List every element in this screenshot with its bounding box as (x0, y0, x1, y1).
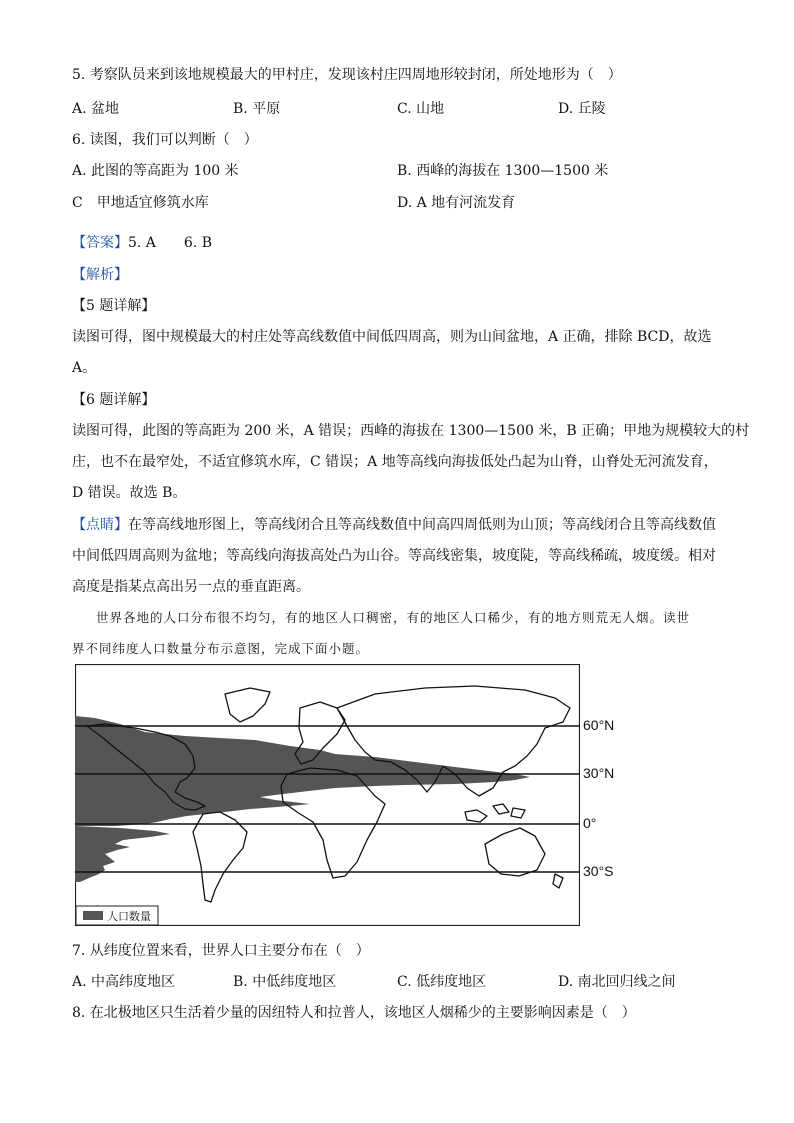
legend-swatch (83, 911, 103, 920)
q7-option-c: C. 低纬度地区 (397, 974, 487, 990)
detail6-line-3: D 错误。故选 B。 (72, 485, 187, 501)
latitude-label-60n: 60°N (583, 717, 615, 733)
q5-option-a: A. 盆地 (72, 101, 120, 117)
answer-label: 【答案】 (72, 235, 128, 251)
tips-text: 在等高线地形图上，等高线闭合且等高线数值中间高四周低则为山顶；等高线闭合且等高线数值 (128, 517, 716, 533)
q6-option-a: A. 此图的等高距为 100 米 (72, 163, 239, 179)
intro-line-1: 世界各地的人口分布很不均匀，有的地区人口稠密，有的地区人口稀少，有的地方则荒无人烟。读世 (96, 610, 691, 625)
q7-stem: 7. 从纬度位置来看，世界人口主要分布在（ ） (72, 943, 370, 959)
detail6-label: 【6 题详解】 (72, 392, 156, 408)
detail5-line-2: A。 (72, 360, 97, 376)
detail5-line-1: 读图可得，图中规模最大的村庄处等高线数值中间低四周高，则为山间盆地，A 正确，排除 BCD，故选 (72, 329, 712, 345)
legend-label: 人口数量 (107, 911, 151, 923)
intro-line-2: 界不同纬度人口数量分布示意图，完成下面小题。 (72, 641, 370, 656)
q8-stem: 8. 在北极地区只生活着少量的因纽特人和拉普人，该地区人烟稀少的主要影响因素是（ ） (72, 1005, 636, 1021)
tips-line-3: 高度是指某点高出另一点的垂直距离。 (72, 579, 310, 595)
q6-option-c: C 甲地适宜修筑水库 (72, 195, 209, 211)
detail6-line-1: 读图可得，此图的等高距为 200 米，A 错误；西峰的海拔在 1300—1500 米，B 正确；甲地为规模较大的村 (72, 423, 750, 439)
detail5-label: 【5 题详解】 (72, 298, 156, 314)
q6-option-b: B. 西峰的海拔在 1300—1500 米 (397, 163, 609, 179)
tips-line-1 (72, 516, 716, 534)
q7-option-a: A. 中高纬度地区 (72, 974, 176, 990)
map-legend (76, 906, 158, 925)
latitude-label-30n: 30°N (583, 765, 615, 781)
q5-option-b: B. 平原 (233, 101, 281, 117)
answer-line (72, 234, 212, 252)
detail6-line-2: 庄，也不在最窄处，不适宜修筑水库，C 错误；A 地等高线向海拔低处凸起为山脊，山脊处无河流发育， (72, 454, 718, 470)
q6-option-d: D. A 地有河流发育 (397, 195, 516, 211)
answer-text: 5. A 6. B (128, 235, 213, 251)
latitude-label-equator: 0° (583, 815, 597, 831)
q5-option-d: D. 丘陵 (558, 101, 606, 117)
q6-stem: 6. 读图，我们可以判断（ ） (72, 132, 258, 148)
q7-option-b: B. 中低纬度地区 (233, 974, 337, 990)
q5-stem: 5. 考察队员来到该地规模最大的甲村庄，发现该村庄四周地形较封闭，所处地形为（ ） (72, 67, 622, 83)
q7-option-d: D. 南北回归线之间 (558, 974, 676, 990)
analysis-label: 【解析】 (72, 267, 128, 283)
q5-option-c: C. 山地 (397, 101, 445, 117)
world-population-latitude-map (75, 664, 580, 926)
latitude-label-30s: 30°S (583, 863, 614, 879)
tips-label: 【点睛】 (72, 517, 128, 533)
tips-line-2: 中间低四周高则为盆地；等高线向海拔高处凸为山谷。等高线密集，坡度陡，等高线稀疏，坡度缓。相对 (72, 548, 716, 564)
